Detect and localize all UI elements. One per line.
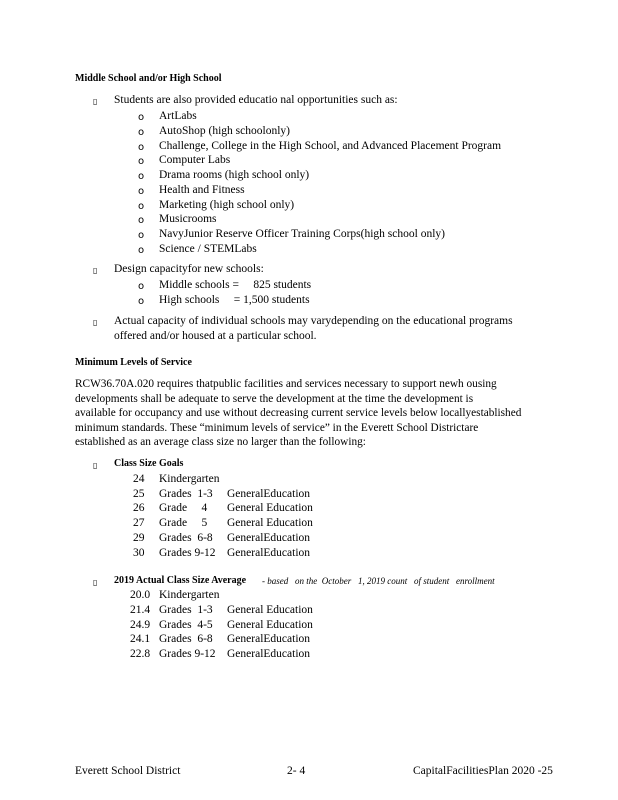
list-item: Marketing (high school only) <box>159 199 295 211</box>
table-cell-grade: Grade 5 <box>159 517 208 529</box>
table-cell-num: 29 <box>133 532 145 544</box>
service-paragraph <box>75 377 565 450</box>
bullet-text-opportunities: Students are also provided educatio nal opportunities such as: <box>114 94 398 106</box>
bullet-text-design-capacity: Design capacityfor new schools: <box>114 263 264 275</box>
bullet-text-actual-capacity-line1: Actual capacity of individual schools may varydepending on the educational programs <box>114 315 513 327</box>
footer-page-number: 2- 4 <box>287 765 306 777</box>
list-item: Drama rooms (high school only) <box>159 169 310 181</box>
list-item: Musicrooms <box>159 213 217 225</box>
circle-bullet-icon: o <box>138 112 145 123</box>
bullet-text-actual-capacity-line2: offered and/or housed at a particular school. <box>114 330 317 342</box>
circle-bullet-icon: o <box>138 156 145 167</box>
list-item: NavyJunior Reserve Officer Training Corps(high school only) <box>159 228 445 240</box>
table-cell-num: 25 <box>133 488 145 500</box>
circle-bullet-icon: o <box>138 201 145 212</box>
circle-bullet-icon: o <box>138 171 145 182</box>
table-cell-edu: GeneralEducation <box>227 648 311 660</box>
table-cell-grade: Kindergarten <box>159 589 220 601</box>
table-cell-edu: General Education <box>227 619 313 631</box>
table-cell-num: 24.9 <box>130 619 151 631</box>
table-cell-num: 27 <box>133 517 145 529</box>
bullet-icon: ▯ <box>93 461 98 470</box>
footer-district: Everett School District <box>75 765 181 777</box>
footer-plan-title: CapitalFacilitiesPlan 2020 -25 <box>413 765 553 777</box>
table-cell-num: 20.0 <box>130 589 151 601</box>
table-cell-grade: Grades 9-12 <box>159 648 216 660</box>
list-item: High schools = 1,500 students <box>159 294 310 306</box>
circle-bullet-icon: o <box>138 245 145 256</box>
paragraph-line: minimum standards. These “minimum levels of service” in the Everett School Districtare <box>75 421 479 434</box>
table-cell-edu: GeneralEducation <box>227 633 311 645</box>
circle-bullet-icon: o <box>138 230 145 241</box>
table-cell-grade: Grades 6-8 <box>159 633 213 645</box>
circle-bullet-icon: o <box>138 215 145 226</box>
table-cell-num: 30 <box>133 547 145 559</box>
circle-bullet-icon: o <box>138 296 145 307</box>
table-cell-grade: Grades 6-8 <box>159 532 213 544</box>
table-cell-grade: Grades 4-5 <box>159 619 213 631</box>
table-cell-num: 24.1 <box>130 633 151 645</box>
table-cell-edu: GeneralEducation <box>227 547 311 559</box>
table-cell-grade: Kindergarten <box>159 473 220 485</box>
circle-bullet-icon: o <box>138 142 145 153</box>
list-item: Challenge, College in the High School, and Advanced Placement Program <box>159 140 502 152</box>
table-cell-num: 26 <box>133 502 145 514</box>
table-cell-edu: GeneralEducation <box>227 488 311 500</box>
actual-class-size-heading: 2019 Actual Class Size Average <box>114 575 247 586</box>
paragraph-line: RCW36.70A.020 requires thatpublic facilities and services necessary to support newh ousing <box>75 378 497 390</box>
table-cell-grade: Grades 9-12 <box>159 547 216 559</box>
table-cell-num: 22.8 <box>130 648 151 660</box>
paragraph-line: developments shall be adequate to serve the development at the time the development is <box>75 392 474 405</box>
circle-bullet-icon: o <box>138 281 145 292</box>
list-item: AutoShop (high schoolonly) <box>159 125 290 137</box>
bullet-icon: ▯ <box>93 578 98 587</box>
section-heading-minimum-levels: Minimum Levels of Service <box>75 357 192 368</box>
paragraph-line: established as an average class size no larger than the following: <box>75 436 366 449</box>
circle-bullet-icon: o <box>138 186 145 197</box>
table-cell-edu: General Education <box>227 502 313 514</box>
table-cell-grade: Grade 4 <box>159 502 208 514</box>
bullet-icon: ▯ <box>93 266 98 275</box>
circle-bullet-icon: o <box>138 127 145 138</box>
bullet-icon: ▯ <box>93 97 98 106</box>
bullet-icon: ▯ <box>93 318 98 327</box>
list-item: ArtLabs <box>159 110 197 122</box>
table-cell-grade: Grades 1-3 <box>159 488 213 500</box>
table-cell-num: 21.4 <box>130 604 151 616</box>
table-cell-edu: General Education <box>227 604 313 616</box>
section-heading-middle-high: Middle School and/or High School <box>75 73 222 84</box>
table-cell-num: 24 <box>133 473 145 485</box>
table-cell-edu: General Education <box>227 517 313 529</box>
table-cell-edu: GeneralEducation <box>227 532 311 544</box>
class-size-goals-heading: Class Size Goals <box>114 458 184 469</box>
list-item: Science / STEMLabs <box>159 243 257 255</box>
list-item: Middle schools = 825 students <box>159 279 312 291</box>
actual-class-size-note: - based on the October 1, 2019 count of student enrollment <box>262 576 495 586</box>
list-item: Computer Labs <box>159 154 231 166</box>
paragraph-line: available for occupancy and use without decreasing current service levels below locallyestablished <box>75 407 522 420</box>
list-item: Health and Fitness <box>159 184 245 196</box>
table-cell-grade: Grades 1-3 <box>159 604 213 616</box>
